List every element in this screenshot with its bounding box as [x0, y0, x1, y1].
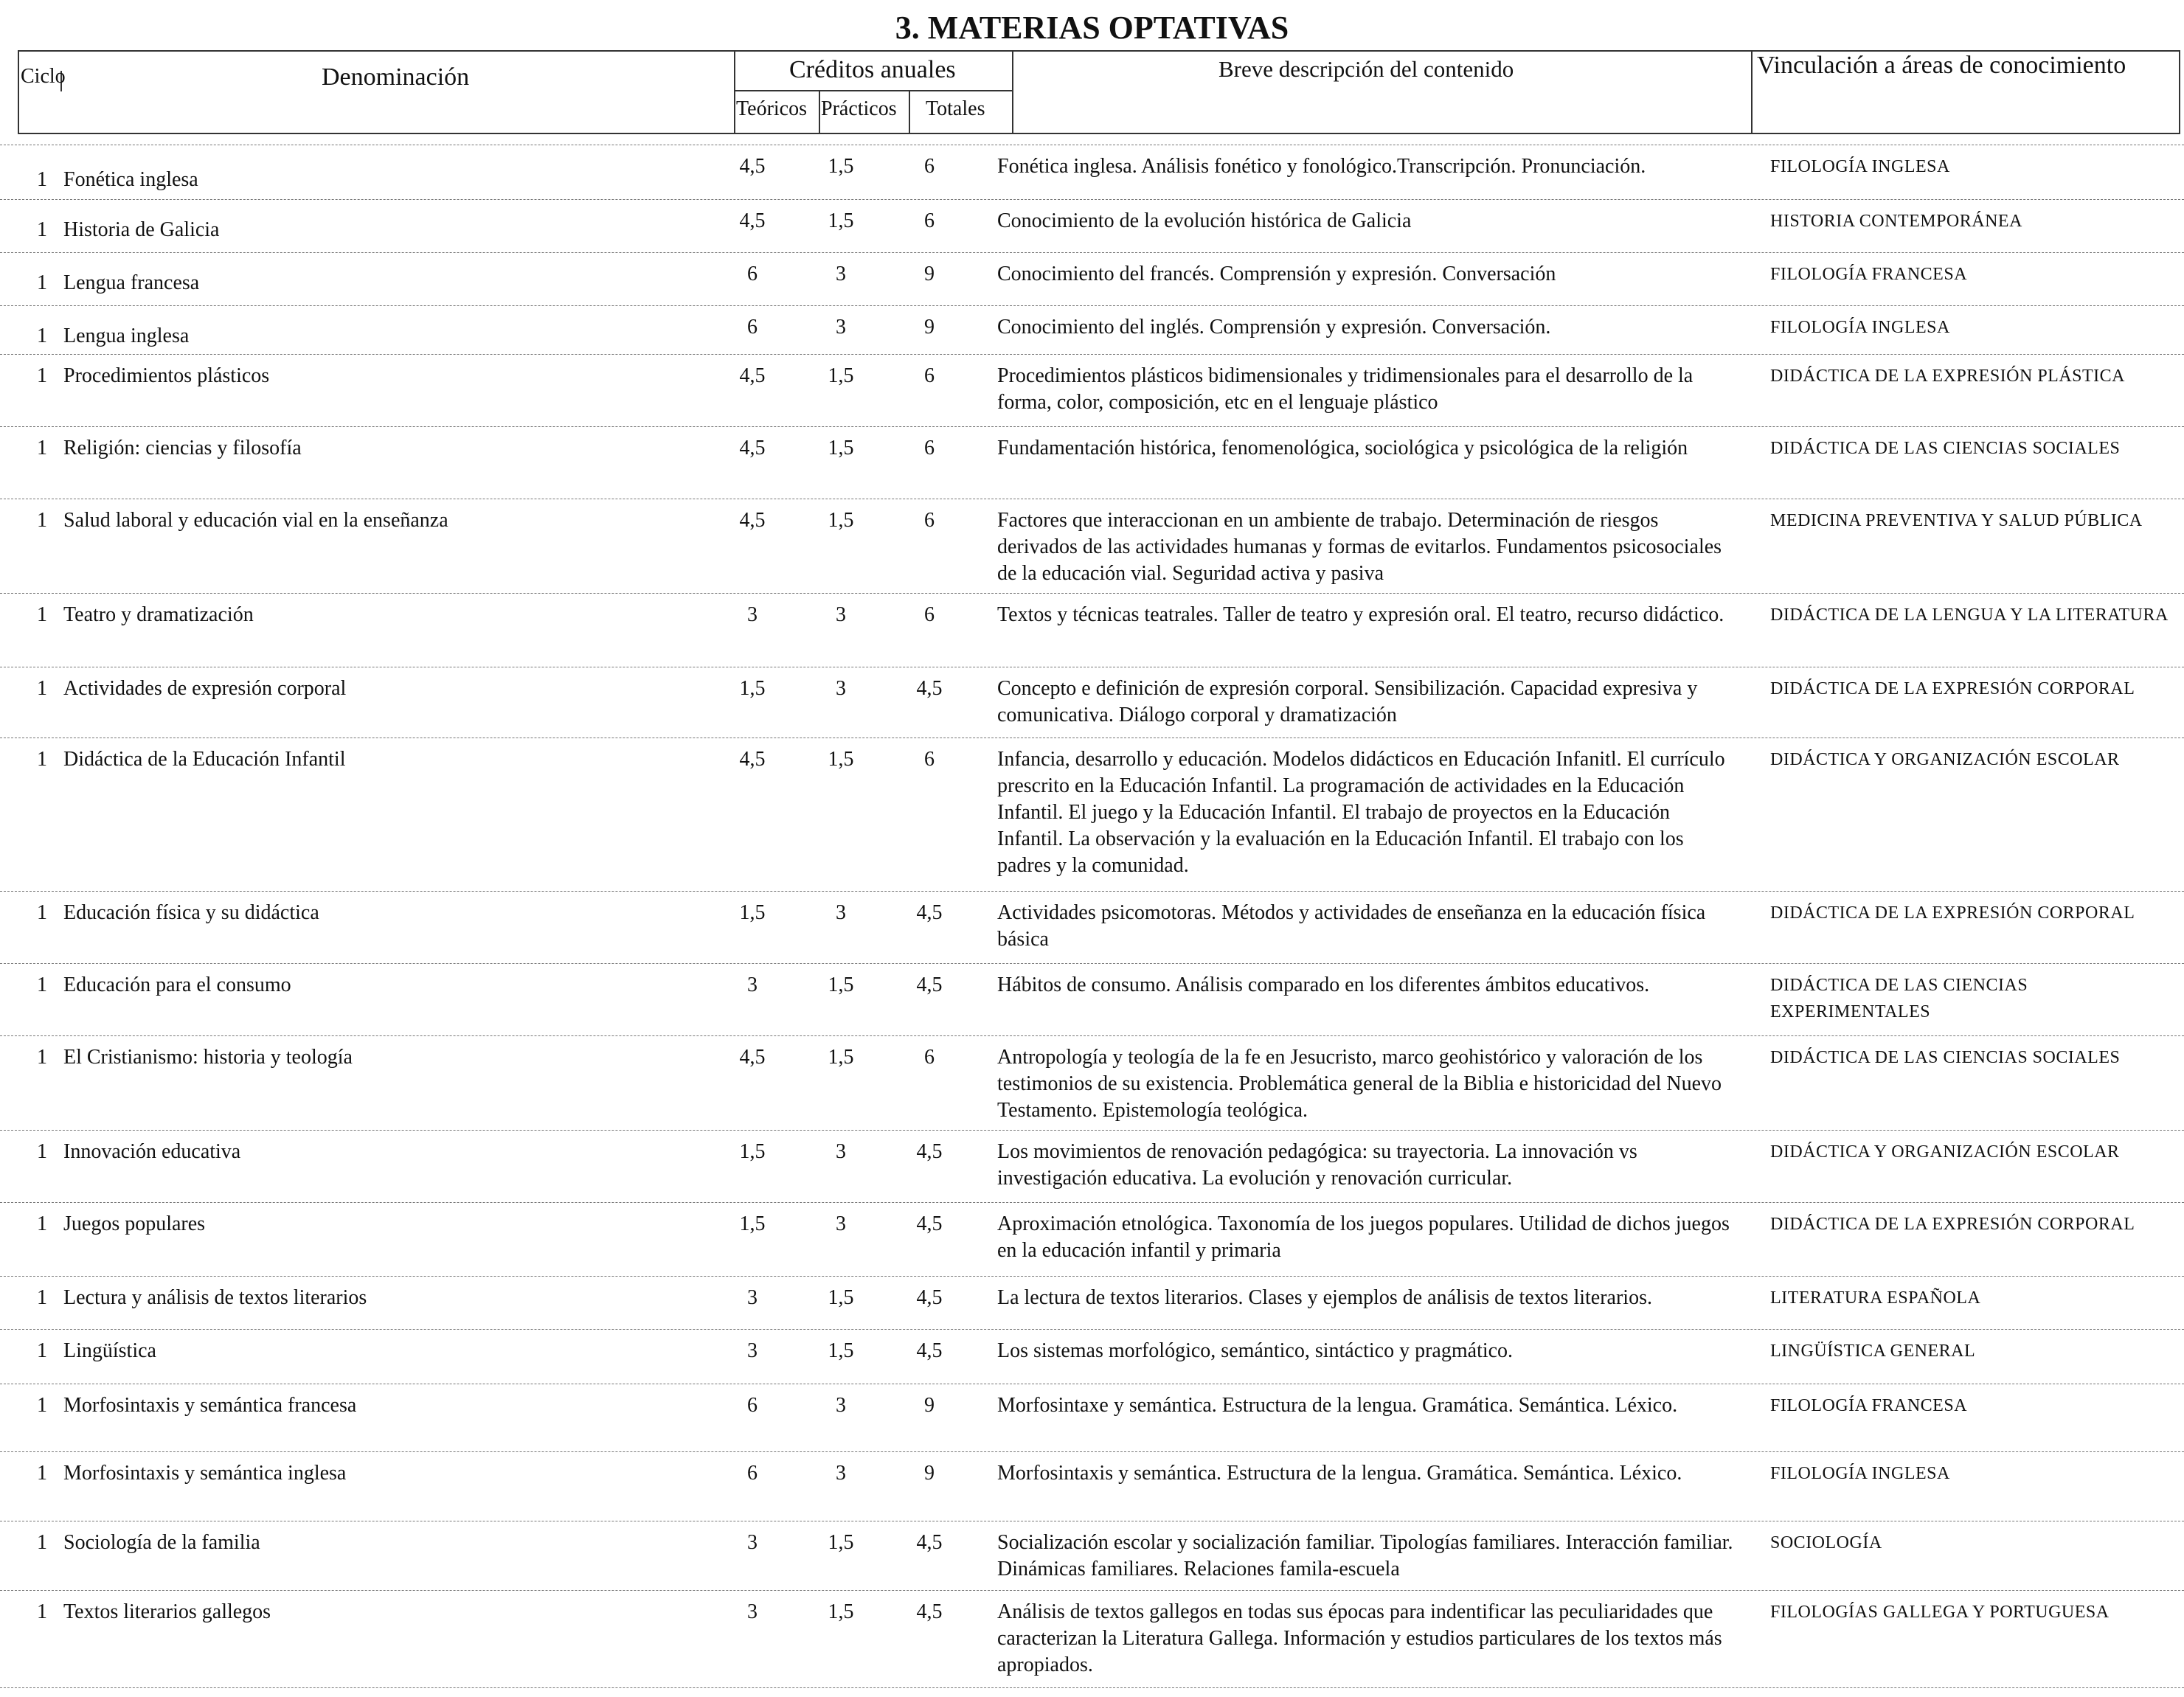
row-descripcion: Antropología y teología de la fe en Jesucristo, marco geohistórico y valoración de los testimonios de su existencia. Problemática general de la Biblia e historicidad del Nuevo Testamento. Epistemología teológica. — [997, 1046, 1722, 1122]
row-creditos-teoricos: 4,5 — [739, 155, 766, 178]
row-separator — [0, 354, 2184, 355]
row-creditos-totales: 9 — [924, 316, 935, 339]
row-creditos-teoricos: 1,5 — [739, 901, 766, 924]
row-descripcion: Concepto e definición de expresión corporal. Sensibilización. Capacidad expresiva y comunicativa. Diálogo corporal y dramatización — [997, 677, 1698, 726]
row-creditos-practicos: 3 — [836, 1140, 846, 1163]
row-descripcion: Conocimiento del inglés. Comprensión y expresión. Conversación. — [997, 316, 1551, 339]
row-creditos-teoricos: 1,5 — [739, 1140, 766, 1163]
row-separator — [0, 963, 2184, 964]
row-creditos-practicos: 1,5 — [828, 155, 854, 178]
creditos-left-rule — [734, 50, 735, 133]
row-separator — [0, 1202, 2184, 1203]
row-descripcion: Conocimiento del francés. Comprensión y expresión. Conversación — [997, 263, 1556, 285]
row-denominacion: Lengua inglesa — [63, 325, 190, 347]
row-creditos-totales: 6 — [924, 364, 935, 387]
row-ciclo: 1 — [37, 901, 47, 924]
row-ciclo: 1 — [37, 603, 47, 626]
row-creditos-totales: 4,5 — [916, 1339, 943, 1362]
header-teoricos: Teóricos — [736, 97, 808, 120]
row-area-conocimiento: DIDÁCTICA DE LA EXPRESIÓN PLÁSTICA — [1770, 367, 2126, 386]
row-creditos-teoricos: 3 — [747, 603, 758, 626]
row-creditos-practicos: 1,5 — [828, 1531, 854, 1554]
row-creditos-practicos: 1,5 — [828, 437, 854, 459]
row-separator — [0, 1329, 2184, 1330]
row-ciclo: 1 — [37, 974, 47, 996]
row-creditos-teoricos: 4,5 — [739, 509, 766, 532]
row-area-conocimiento: SOCIOLOGÍA — [1770, 1533, 1882, 1552]
row-denominacion: Didáctica de la Educación Infantil — [63, 748, 346, 771]
row-creditos-totales: 4,5 — [916, 1600, 943, 1623]
row-area-conocimiento: DIDÁCTICA DE LA EXPRESIÓN CORPORAL — [1770, 903, 2135, 923]
row-area-conocimiento: FILOLOGÍA FRANCESA — [1770, 265, 1968, 284]
row-creditos-practicos: 1,5 — [828, 1286, 854, 1309]
row-separator — [0, 1276, 2184, 1277]
row-denominacion: Educación física y su didáctica — [63, 901, 319, 924]
row-descripcion: Infancia, desarrollo y educación. Modelos didácticos en Educación Infanitl. El currículo prescrito en la Educación Infantil. La programación de actividades en la Educación Infantil. El juego y la Educación Infantil. El trabajo de proyectos en la Educación Infantil. La observación y la evaluación en la Educación Infantil. El trabajo con los padres y la comunidad. — [997, 748, 1725, 877]
row-descripcion: Los sistemas morfológico, semántico, sintáctico y pragmático. — [997, 1339, 1514, 1362]
row-descripcion: Aproximación etnológica. Taxonomía de los juegos populares. Utilidad de dichos juegos en la educación infantil y primaria — [997, 1212, 1730, 1262]
header-creditos: Créditos anuales — [789, 56, 956, 83]
row-denominacion: Teatro y dramatización — [63, 603, 254, 626]
row-ciclo: 1 — [37, 218, 47, 241]
row-descripcion: Morfosintaxis y semántica. Estructura de la lengua. Gramática. Semántica. Léxico. — [997, 1462, 1682, 1485]
row-area-conocimiento: FILOLOGÍAS GALLEGA Y PORTUGUESA — [1770, 1603, 2110, 1622]
row-creditos-practicos: 1,5 — [828, 1339, 854, 1362]
header-bottom-rule — [18, 133, 2180, 134]
row-area-conocimiento: DIDÁCTICA DE LA EXPRESIÓN CORPORAL — [1770, 1215, 2135, 1234]
row-area-conocimiento: DIDÁCTICA DE LAS CIENCIAS SOCIALES — [1770, 439, 2121, 458]
row-creditos-practicos: 1,5 — [828, 364, 854, 387]
row-creditos-practicos: 3 — [836, 316, 846, 339]
row-creditos-teoricos: 4,5 — [739, 209, 766, 232]
row-ciclo: 1 — [37, 677, 47, 700]
row-creditos-practicos: 1,5 — [828, 209, 854, 232]
row-separator — [0, 1687, 2184, 1688]
row-creditos-totales: 6 — [924, 1046, 935, 1069]
row-separator — [0, 891, 2184, 892]
row-descripcion: Los movimientos de renovación pedagógica: su trayectoria. La innovación vs investigación educativa. La evolución y renovación curricular. — [997, 1140, 1637, 1190]
row-creditos-totales: 4,5 — [916, 1212, 943, 1235]
row-descripcion: Socialización escolar y socialización familiar. Tipologías familiares. Interacción familiar. Dinámicas familiares. Relaciones famila-escuela — [997, 1531, 1733, 1580]
row-area-conocimiento: HISTORIA CONTEMPORÁNEA — [1770, 212, 2022, 231]
row-area-conocimiento: DIDÁCTICA Y ORGANIZACIÓN ESCOLAR — [1770, 750, 2120, 769]
row-separator — [0, 1590, 2184, 1591]
header-left-rule — [18, 50, 19, 133]
row-creditos-totales: 4,5 — [916, 974, 943, 996]
row-descripcion: La lectura de textos literarios. Clases y ejemplos de análisis de textos literarios. — [997, 1286, 1652, 1309]
row-denominacion: Morfosintaxis y semántica inglesa — [63, 1462, 347, 1485]
row-creditos-totales: 4,5 — [916, 1140, 943, 1163]
page-title: 3. MATERIAS OPTATIVAS — [895, 10, 1289, 46]
row-ciclo: 1 — [37, 1286, 47, 1309]
row-creditos-totales: 9 — [924, 263, 935, 285]
row-descripcion: Actividades psicomotoras. Métodos y actividades de enseñanza en la educación física básica — [997, 901, 1706, 951]
row-ciclo: 1 — [37, 1600, 47, 1623]
row-creditos-totales: 9 — [924, 1394, 935, 1417]
header-ciclo: Ciclo — [21, 65, 66, 88]
creditos-sub-rule — [734, 90, 1012, 91]
row-area-conocimiento: DIDÁCTICA DE LA LENGUA Y LA LITERATURA — [1770, 605, 2169, 625]
row-ciclo: 1 — [37, 1212, 47, 1235]
row-descripcion: Factores que interaccionan en un ambiente de trabajo. Determinación de riesgos derivados de las actividades humanas y formas de evitarlos. Fundamentos psicosociales de la educación vial. Seguridad activa y pasiva — [997, 509, 1722, 585]
row-separator — [0, 1130, 2184, 1131]
row-creditos-practicos: 3 — [836, 263, 846, 285]
row-creditos-teoricos: 3 — [747, 1286, 758, 1309]
row-denominacion: El Cristianismo: historia y teología — [63, 1046, 353, 1069]
row-area-conocimiento: DIDÁCTICA Y ORGANIZACIÓN ESCOLAR — [1770, 1142, 2120, 1162]
row-denominacion: Textos literarios gallegos — [63, 1600, 271, 1623]
row-area-conocimiento: FILOLOGÍA FRANCESA — [1770, 1396, 1968, 1415]
row-area-conocimiento: LITERATURA ESPAÑOLA — [1770, 1288, 1981, 1308]
row-creditos-totales: 6 — [924, 603, 935, 626]
practicos-right-rule — [909, 90, 910, 133]
row-creditos-practicos: 3 — [836, 603, 846, 626]
row-denominacion: Morfosintaxis y semántica francesa — [63, 1394, 357, 1417]
header-descripcion: Breve descripción del contenido — [1218, 56, 1514, 82]
row-descripcion: Procedimientos plásticos bidimensionales y tridimensionales para el desarrollo de la forma, color, composición, etc en el lenguaje plástico — [997, 364, 1694, 414]
row-creditos-teoricos: 4,5 — [739, 437, 766, 459]
row-creditos-practicos: 1,5 — [828, 974, 854, 996]
row-creditos-totales: 4,5 — [916, 901, 943, 924]
row-denominacion: Procedimientos plásticos — [63, 364, 270, 387]
row-creditos-teoricos: 3 — [747, 1531, 758, 1554]
row-creditos-totales: 6 — [924, 509, 935, 532]
row-ciclo: 1 — [37, 271, 47, 294]
header-vinculacion: Vinculación a áreas de conocimiento — [1757, 52, 2126, 79]
header-totales: Totales — [926, 97, 985, 120]
row-creditos-teoricos: 6 — [747, 316, 758, 339]
row-creditos-teoricos: 3 — [747, 1600, 758, 1623]
row-ciclo: 1 — [37, 364, 47, 387]
row-creditos-practicos: 3 — [836, 901, 846, 924]
row-ciclo: 1 — [37, 509, 47, 532]
row-separator — [0, 593, 2184, 594]
row-creditos-totales: 4,5 — [916, 677, 943, 700]
row-creditos-teoricos: 3 — [747, 1339, 758, 1362]
row-denominacion: Innovación educativa — [63, 1140, 241, 1163]
row-denominacion: Educación para el consumo — [63, 974, 291, 996]
row-ciclo: 1 — [37, 1339, 47, 1362]
row-creditos-practicos: 1,5 — [828, 1046, 854, 1069]
row-creditos-practicos: 1,5 — [828, 509, 854, 532]
row-creditos-practicos: 3 — [836, 1212, 846, 1235]
row-denominacion: Lectura y análisis de textos literarios — [63, 1286, 367, 1309]
row-ciclo: 1 — [37, 325, 47, 347]
row-separator — [0, 199, 2184, 200]
row-creditos-totales: 9 — [924, 1462, 935, 1485]
row-creditos-teoricos: 4,5 — [739, 364, 766, 387]
row-ciclo: 1 — [37, 748, 47, 771]
row-descripcion: Textos y técnicas teatrales. Taller de teatro y expresión oral. El teatro, recurso didáctico. — [997, 603, 1724, 626]
row-creditos-totales: 6 — [924, 748, 935, 771]
row-denominacion: Lengua francesa — [63, 271, 200, 294]
row-creditos-practicos: 1,5 — [828, 748, 854, 771]
row-ciclo: 1 — [37, 1394, 47, 1417]
row-creditos-practicos: 3 — [836, 1394, 846, 1417]
row-separator — [0, 1035, 2184, 1036]
vinculacion-left-rule — [1751, 50, 1753, 133]
row-creditos-teoricos: 4,5 — [739, 1046, 766, 1069]
row-creditos-teoricos: 6 — [747, 263, 758, 285]
row-descripcion: Fundamentación histórica, fenomenológica, sociológica y psicológica de la religión — [997, 437, 1688, 459]
row-denominacion: Juegos populares — [63, 1212, 206, 1235]
row-ciclo: 1 — [37, 1046, 47, 1069]
row-descripcion: Hábitos de consumo. Análisis comparado en los diferentes ámbitos educativos. — [997, 974, 1650, 996]
row-separator — [0, 252, 2184, 253]
row-denominacion: Religión: ciencias y filosofía — [63, 437, 302, 459]
row-descripcion: Conocimiento de la evolución histórica de Galicia — [997, 209, 1412, 232]
row-area-conocimiento: FILOLOGÍA INGLESA — [1770, 157, 1950, 176]
row-denominacion: Actividades de expresión corporal — [63, 677, 347, 700]
row-creditos-teoricos: 3 — [747, 974, 758, 996]
row-denominacion: Lingüística — [63, 1339, 156, 1362]
row-creditos-teoricos: 1,5 — [739, 1212, 766, 1235]
row-descripcion: Fonética inglesa. Análisis fonético y fonológico.Transcripción. Pronunciación. — [997, 155, 1646, 178]
row-creditos-totales: 4,5 — [916, 1531, 943, 1554]
row-area-conocimiento: LINGÜÍSTICA GENERAL — [1770, 1342, 1976, 1361]
row-creditos-practicos: 3 — [836, 1462, 846, 1485]
row-area-conocimiento: DIDÁCTICA DE LAS CIENCIAS SOCIALES — [1770, 1048, 2121, 1067]
row-creditos-teoricos: 6 — [747, 1394, 758, 1417]
row-ciclo: 1 — [37, 437, 47, 459]
row-area-conocimiento: FILOLOGÍA INGLESA — [1770, 1464, 1950, 1483]
row-ciclo: 1 — [37, 1462, 47, 1485]
row-separator — [0, 1451, 2184, 1452]
row-denominacion: Sociología de la familia — [63, 1531, 260, 1554]
row-area-conocimiento: DIDÁCTICA DE LA EXPRESIÓN CORPORAL — [1770, 679, 2135, 698]
row-creditos-totales: 6 — [924, 155, 935, 178]
header-denominacion: Denominación — [322, 63, 470, 91]
row-ciclo: 1 — [37, 1531, 47, 1554]
row-creditos-teoricos: 4,5 — [739, 748, 766, 771]
row-ciclo: 1 — [37, 168, 47, 191]
header-practicos: Prácticos — [821, 97, 897, 120]
row-descripcion: Morfosintaxe y semántica. Estructura de la lengua. Gramática. Semántica. Léxico. — [997, 1394, 1678, 1417]
row-creditos-totales: 6 — [924, 209, 935, 232]
row-separator — [0, 426, 2184, 427]
row-creditos-practicos: 1,5 — [828, 1600, 854, 1623]
row-creditos-totales: 4,5 — [916, 1286, 943, 1309]
row-creditos-teoricos: 1,5 — [739, 677, 766, 700]
creditos-right-rule — [1012, 50, 1013, 133]
row-creditos-teoricos: 6 — [747, 1462, 758, 1485]
row-descripcion: Análisis de textos gallegos en todas sus épocas para indentificar las peculiaridades que caracterizan la Literatura Gallega. Información y estudios particulares de los textos más apropiados. — [997, 1600, 1722, 1676]
row-creditos-practicos: 3 — [836, 677, 846, 700]
row-ciclo: 1 — [37, 1140, 47, 1163]
row-area-conocimiento: FILOLOGÍA INGLESA — [1770, 318, 1950, 337]
row-area-conocimiento: DIDÁCTICA DE LAS CIENCIAS EXPERIMENTALES — [1770, 976, 2028, 1021]
teoricos-right-rule — [819, 90, 820, 133]
row-creditos-totales: 6 — [924, 437, 935, 459]
row-area-conocimiento: MEDICINA PREVENTIVA Y SALUD PÚBLICA — [1770, 511, 2143, 530]
row-denominacion: Historia de Galicia — [63, 218, 220, 241]
row-separator — [0, 305, 2184, 306]
row-denominacion: Salud laboral y educación vial en la enseñanza — [63, 509, 448, 532]
row-denominacion: Fonética inglesa — [63, 168, 198, 191]
header-right-rule — [2179, 50, 2180, 133]
